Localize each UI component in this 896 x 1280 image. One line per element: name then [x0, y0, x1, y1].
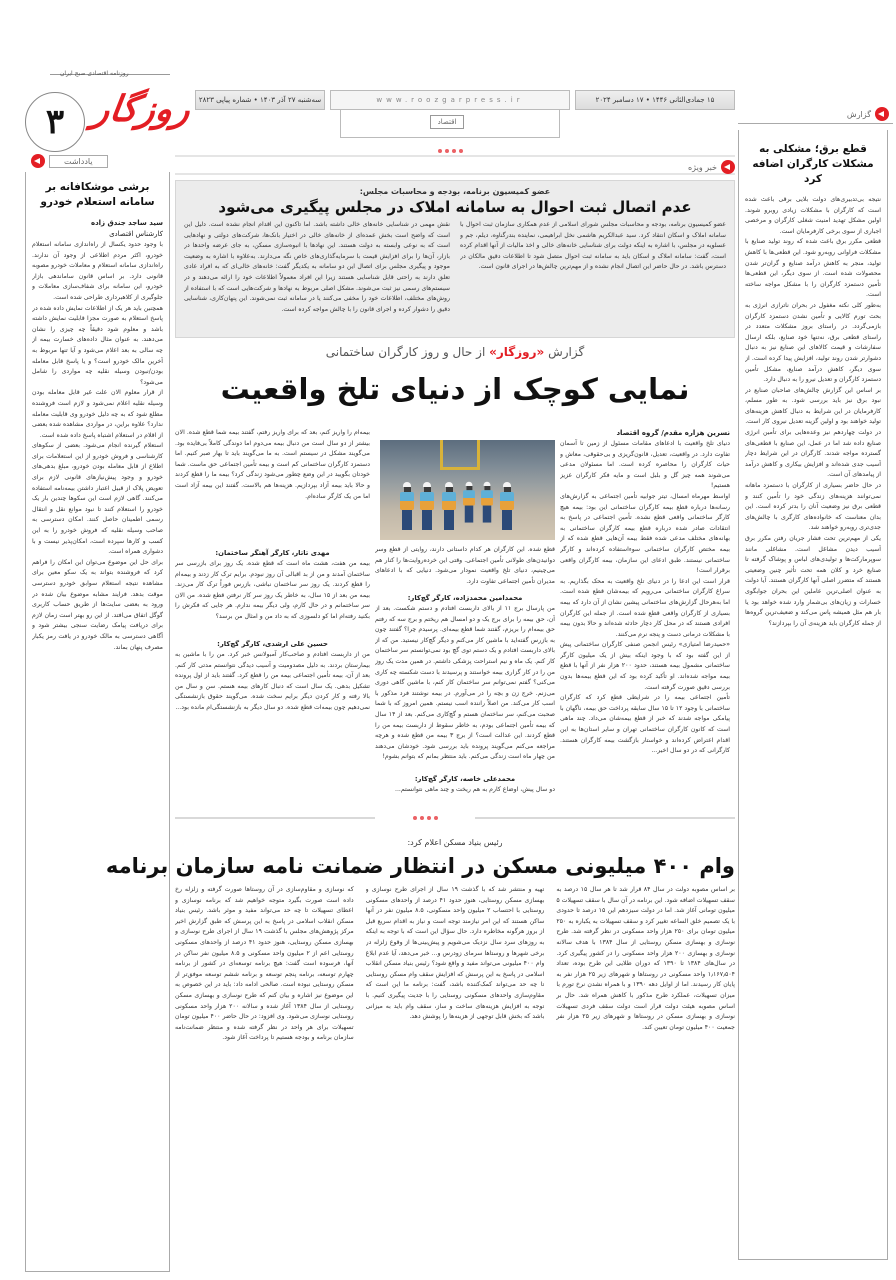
- main-article-col-center: [375, 588, 555, 797]
- author-role: کارشناس اقتصادی: [109, 230, 163, 238]
- paragraph: با وجود حدود یکسال از راه‌اندازی سامانه استعلام خودرو، اکثر مردم اطلاعی از وجود آن ندارند. راه‌اندازی سامانه استعلام و معاملات خودرو مصوبه قانونی دارد. بر اساس قانون ساماندهی بازار خودرو، این سامانه برای شفاف‌سازی معاملات و جلوگیری از کلاهبرداری طراحی شده است.: [32, 241, 163, 301]
- interview-text: بیمه من هفت، هشت ماه است که قطع شده. یک روز برای بازرسی سر ساختمان آمدند و من از بد اقبالی آن روز نبودم. برایم ترک کار زدند و بیمه‌ام را قطع کردند. یک روز سر ساختمان نباشی، بازرس فوراً ترک کار می‌زند. بیمه من بعد از ۱۵ سال، به خاطر یک روز سر کار نرفتن قطع شده. من الان سر ساختمانم و در حال کارم، ولی دیگر بیمه ندارم. هر جایی که فکرش را بکنید رفته‌ام اما کو دلسوزی که به داد من و امثال من برسد؟: [175, 560, 370, 620]
- paragraph: اواسط مهرماه امسال، تیتر جوابیه تأمین اجتماعی به گزارش‌های رسانه‌ها درباره قطع بیمه کارگران ساختمانی این بود: بیمه هیچ کارگر ساختمانی واقعی قطع نشده. تأمین اجتماعی در پاسخ به انتقادات صادر شده درباره قطع بیمه کارگران ساختمانی به بهانه‌های مختلف مدعی شده فقط بیمه آن‌هایی قطع شده که از بیمه مختص کارگران ساختمانی سوءاستفاده کرده‌اند و کارگر ساختمانی نیستند. طبق ادعای این سازمان، بیمه کارگران واقعی برقرار است!: [560, 492, 730, 575]
- paragraph: در دولت چهاردهم نیز وعده‌هایی برای تأمین انرژی صنایع داده شد اما در عمل، این صنایع با قطعی‌های گسترده مواجه شدند. کارگران در این شرایط دچار آسیب جدی شده‌اند و افزایش بیکاری و کاهش درآمد از پیامدهای آن است.: [745, 429, 881, 479]
- construction-workers-photo[interactable]: [380, 440, 555, 540]
- interview-text: بیمه‌ام را واریز کنم، بعد که برای واریز رفتم، گفتند بیمه شما قطع شده. الان بیشتر از دو سال است من دنبال بیمه می‌دوم اما دوندگی کاملاً بی‌فایده بود. می‌گویند مشکل در سیستم است. به ما می‌گویند باید تا بهار صبر کنیم. اما دستمزد کارگران ساختمانی کم است و بیمه تأمین اجتماعی حق ماست. شما خودتان بگویید در این وضع چطور می‌شود زندگی کرد؟ بیمه ما را قطع کردند و حالا باید بیمه آزاد بپردازیم. هزینه‌ها هم بالاست. گفتند این بیمه آزاد است اما من یک کارگر ساده‌ام.: [175, 429, 370, 500]
- note-body: [32, 240, 163, 1240]
- housing-body: [175, 885, 735, 1275]
- paragraph: در حال حاضر بسیاری از کارگران با دستمزد ماهانه نمی‌توانند هزینه‌های زندگی خود را تأمین کنند و قطعی برق نیز وضعیت آنان را بدتر کرده است. این بدان معناست که خانواده‌های کارگری با چالش‌های جدی‌تری روبه‌رو خواهند شد.: [745, 482, 881, 532]
- special-news-kicker: عضو کمیسیون برنامه، بودجه و محاسبات مجلس:: [359, 187, 551, 196]
- section-bullet-icon: [721, 160, 735, 174]
- date-info: ۱۵ جمادی‌الثانی ۱۴۴۶ • ۱۷ دسامبر ۲۰۲۴: [575, 90, 735, 110]
- newspaper-logo[interactable]: روزگار: [89, 89, 193, 130]
- main-article-headline[interactable]: نمایی کوچک از دنیای تلخ واقعیت: [220, 372, 690, 406]
- right-column-report: [738, 95, 893, 1280]
- ornament-dots: [405, 815, 445, 821]
- paragraph: تأمین اجتماعی بیمه را در شرایطی قطع کرد که کارگران ساختمانی با وجود ۱۲ تا ۱۵ سال سابقه پرداخت حق بیمه، ناگهان با پیامکی مواجه شدند که خبر از قطع بیمه‌شان می‌داد. چند ماهی است که کانون کارگران ساختمانی تهران و سایر استان‌ها به این اقدام اعتراض کرده‌اند و خواستار بازگشت بیمه کارگران هستند. کارگرانی که در دو سال اخیر...: [560, 694, 730, 755]
- divider: [738, 123, 893, 124]
- housing-col: که نوسازی و مقاوم‌سازی در آن روستاها صورت گرفته و زلزله رخ داده است صورت بگیرد متوجه خواهیم شد که برنامه نوسازی و اعطای تسهیلات تا چه حد می‌تواند مفید و موثر باشد. رئیس بنیاد مسکن انقلاب اسلامی در پاسخ به این پرسش که طبق گزارش اخیر مرکز پژوهش‌های مجلس با گذشت ۱۹ سال از اجرای طرح نوسازی و بهسازی مسکن روستایی، هنوز حدود ۴۱ درصد از واحدهای مسکونی روستایی اعم از ۲ میلیون واحد مسکونی و ۸.۵ میلیون نفر ساکن در آنها، فرسوده است گفت: هیچ برنامه توسعه‌ای در کشور از برنامه چهارم توسعه، برنامه پنجم توسعه و برنامه ششم توسعه موفق‌تر از مسکن روستایی نبوده است. صالحی ادامه داد: باید در این خصوص به این موضوع نیز اشاره و بیان کنم که طرح نوسازی و بهسازی مسکن روستایی از سال ۱۳۸۴ آغاز شده و سالانه ۲۰۰ هزار واحد مسکونی روستایی نوسازی می‌شود. وی افزود: در حال حاضر ۴۰۰ میلیون تومان تسهیلات برای هر واحد در نظر گرفته شده و منتظر ضمانت‌نامه سازمان برنامه و بودجه هستیم تا پرداخت آغاز شود.: [174, 886, 354, 1042]
- report-title: قطع برق؛ مشکلی به مشکلات کارگران اضافه کرد: [752, 143, 874, 185]
- paragraph: از قرار معلوم الان علت غیر قابل معامله بودن وسیله نقلیه اعلام نمی‌شود و لازم است فروشنده مطلع شود که به چه دلیل خودرو وی قابلیت معامله ندارد؟ علاوه براین، در مواردی مشاهده شده بعضی از اقلام در استعلام اشتباه پاسخ داده شده است.: [32, 389, 163, 439]
- main-article-kicker: [175, 345, 735, 359]
- ornament-dots: [430, 148, 470, 154]
- kicker-brand: «روزگار»: [489, 345, 545, 359]
- section-bullet-icon: [875, 107, 889, 121]
- report-body: [745, 195, 881, 1275]
- housing-headline[interactable]: وام ۴۰۰ میلیونی مسکن در انتظار ضمانت نامه سازمان برنامه: [105, 854, 735, 878]
- paragraph: قرار است این ادعا را در دنیای تلخ واقعیت به محک بگذاریم. به سراغ کارگران ساختمانی می‌رویم که بیمه‌شان قطع شده است. اما به‌هرحال گزارش‌های ساختمانی پیشین نشان از آن دارد که بیمه بسیاری از کارگران واقعی قطع شده است. از جمله این کارگران افرادی هستند که در محل کار دچار حادثه شده‌اند و حالا بدون بیمه با مشکلات درمانی دست و پنجه نرم می‌کنند.: [560, 577, 730, 638]
- paragraph: استعلام گیرنده انجام می‌شود. بعضی از سکوهای کارشناسی و فروش خودرو از این استعلامات برای اطلاع از قابل معامله بودن خودرو، مبلغ بدهی‌های خودرو و وجود پیش‌نیازهای قانونی لازم برای تعویض پلاک از قبیل اعتبار داشتن بیمه‌نامه استفاده می‌کنند. گاهی لازم است این سکوها چندین بار یک خودرو را استعلام کنند تا نبود موانع نقل و انتقال رسمی اطمینان حاصل کنند. امکان دسترسی به صاحب وسیله نقلیه که فروش خودرو را به این کسب و کارها سپرده است، امکان‌پذیر نیست و با دشواری همراه است.: [32, 442, 163, 556]
- kicker-text: از حال و روز کارگران ساختمانی: [325, 345, 490, 359]
- paragraph: قطعی مکرر برق باعث شده که روند تولید صنایع با مشکلات فراوانی روبه‌رو شود. این قطعی‌ها با کاهش تولید، منجر به کاهش درآمد صنایع و گران‌تر شدن محصولات شده است. از سوی دیگر، این قطعی‌ها تأمین دستمزد کارگران را با مشکل مواجه ساخته است.: [745, 238, 881, 299]
- section-tag: [31, 152, 108, 170]
- note-title: برشی موشکافانه بر سامانه استعلام خودرو: [40, 181, 155, 208]
- issue-info: سه‌شنبه ۲۷ آذر ۱۴۰۳ • شماره پیاپی ۲۸۲۳: [195, 90, 325, 110]
- interviewee-name: مهدی تاتار، کارگر آهنگر ساختمان:: [215, 549, 330, 557]
- interview-text: من پارسال برج ۱۱ از بالای داربست افتادم و دستم شکست. بعد از آن، حق بیمه را برای برج یک و دو امسال هم ریختم و برج سه که رفتم حق بیمه‌ام را بریزم، گفتند شما قطع بیمه‌ای. پرسیدم چرا؟ گفتند چون به بازرس گفته‌اید با ماشین کار می‌کنم و دیگر گچ‌کار نیستید. من که از بالای داربست افتادم و یک دستم توی گچ بود نمی‌توانستم سر ساختمان کار کنم. یک ماه و نیم استراحت پزشکی داشتم. در همین مدت یک روز من را در کار گزاری بیمه خواستند و پرسیدند با دست شکسته چه کاری می‌کنی؟ گفتم نمی‌توانم سر ساختمان کار کنم، با ماشین گاهی دوری می‌زنم. خرج زن و بچه را در می‌آورم. در بیمه نوشتند فرد مذکور با اسب کار می‌کند. من اصلاً راننده اسب نیستم. همین امروز که با شما صحبت می‌کنم، سر ساختمان هستم و گچ‌کاری می‌کنم. بعد از ۱۴ سال که بیمه تأمین اجتماعی بودم، به خاطر سقوط از داربست بیمه من را قطع کردند. این عدالت است؟ از برج ۳ بیمه من قطع شده و هرچه مراجعه می‌کنم می‌گویند پرونده باید بررسی شود. خودشان می‌دهند من چهار ماه است زندگی می‌کنم. باید منتظر بمانم که بتوانم بشوم!: [375, 605, 555, 761]
- paragraph: بر اساس این گزارش چالش‌های صاحبان صنایع در نبود برق نیز باید بررسی شود. به طور مسلم، کارفرمایان در این شرایط به دنبال کاهش هزینه‌های تولید خواهند بود و اولین گزینه تعدیل نیروی کار است.: [745, 386, 881, 426]
- main-article-col-left: [175, 428, 370, 770]
- kicker-text: گزارش: [544, 345, 585, 359]
- author-name: سید ساجد جندق زاده: [90, 219, 163, 227]
- page-number: ۳: [25, 92, 85, 152]
- section-tag-label: گزارش: [846, 109, 871, 119]
- housing-col: بر اساس مصوبه دولت در سال ۸۴ قرار شد تا هر سال ۱۵ درصد به سقف تسهیلات اضافه شود. این برنامه در آن سال با سقف تسهیلات ۵ میلیون تومانی آغاز شد. اما در دولت سیزدهم این ۱۵ درصد تا حدودی با یک تصمیم خلق الساعه تغییر کرد و سقف تسهیلات به یکباره به ۲۵۰ میلیون تومان برای ۲۵۰ هزار واحد مسکونی در نظر گرفته شد. طرح نوسازی و بهسازی مسکن روستایی از سال ۱۳۸۴ با هدف سالانه نوسازی و بهسازی ۲۰۰ هزار واحد مسکونی را در کشور پیگیری کرد. در سال‌های ۱۳۸۴ تا ۱۳۹۰ که دوران طلایی این طرح بوده، تعداد ۱٫۱۶۷٫۵۰۴ واحد مسکونی در روستاها و شهرهای زیر ۲۵ هزار نفر به پایان کار رسیدند. اما از اوایل دهه ۱۳۹۰ و با همراه نشدن نرخ تورم با میزان تسهیلات، عملکرد طرح مذکور با کاهش همراه شد. حال بر اساس مصوبه هیئت دولت قرار است دولت سقف فردی تسهیلات نوسازی و بهسازی مسکن در روستاها و شهرهای زیر ۲۵ هزار نفر جمعیت ۴۰۰ میلیون تومان تعیین کند.: [556, 886, 735, 1031]
- paragraph: یکی از مهم‌ترین تحت فشار جریان رفتن مکرر برق آسیب دیدن مشاغل است. مشاغلی مانند سوپرمارکت‌ها و تولیدی‌های لباس و پوشاک گرفته تا صنایع خرد و کلان همه تحت تأثیر چنین وضعیتی هستند که متضرر اصلی آنها کارگران هستند. آیا دولت به عنوان اصلی‌ترین عاملین این بحران جوابگوی خسارات و زیان‌های بی‌شمار وارد شده خواهد بود یا بار هم مثل همیشه پاس می‌کند و ضعیف‌ترین گروه‌ها از جمله کارگران باید هزینه‌ی آن را بپردازند؟: [745, 535, 881, 627]
- crane-shape: [440, 440, 480, 470]
- left-column-note: [25, 150, 170, 1270]
- section-bullet-icon: [31, 154, 45, 168]
- photo-caption: قطع شده. این کارگران هر کدام داستانی دارند، روایتی از قطع وسر دوانیدن‌های طولانی تأمین اجتماعی. وقتی این خرده‌روایت‌ها را کنار هم می‌چینیم، دنیای تلخ واقعیت نمودار می‌شود. دنیایی که با ادعاهای مدیران تأمین اجتماعی تفاوت دارد.: [375, 546, 555, 585]
- housing-col: تهیه و منتشر شد که با گذشت ۱۹ سال از اجرای طرح نوسازی و بهسازی مسکن روستایی، هنوز حدود ۴۱ درصد از واحدهای مسکونی روستایی با احتساب ۲ میلیون واحد مسکونی، ۸.۵ میلیون نفر در آنها ساکن هستند که این امر نیازمند توجه است و نیاز به اقدام سریع قبل از بروز هرگونه مخاطره دارد. حال سؤال این است که با توجه به اینکه به روزهای سرد سال نزدیک می‌شویم و پیش‌بینی‌ها از وقوع زلزله در برخی شهرها و روستاها سرمای زودرس و... خبر می‌دهد، آیا عدم ابلاغ وام ۴۰۰ میلیونی می‌تواند مفید و واقع شود؟ رئیس بنیاد مسکن انقلاب اسلامی در پاسخ به این پرسش که افزایش سقف وام مسکن روستایی تا چه حد می‌تواند کمک‌کننده باشد، گفت: برنامه ما این است که مقاوم‌سازی واحدهای مسکونی روستایی را با جدیت پیگیری کنیم. با توجه به افزایش هزینه‌های ساخت و ساز، سقف وام باید به میزانی باشد که بخش قابل توجهی از هزینه‌ها را پوشش دهد.: [365, 886, 545, 1021]
- paragraph: برای حل این موضوع می‌توان این امکان را فراهم کرد که فروشنده بتواند به یک سکو معین برای مشاهده نتیجه استعلام سوابق خودرو دسترسی موقت بدهد. فرایند مشابه موضوع بیان شده در ورود به بعضی سایت‌ها از طریق حساب کاربری گوگل اتفاق می‌افتد. از این رو بهتر است زمان لازم برای دریافت پیامک رضایت سنجی بیشتر شود و آگاهی دسترسی به مالک خودرو در یافت رمز یکبار مصرف پنهان بماند.: [32, 558, 163, 651]
- interviewee-name: محمدامین محمدزاده، کارگر گچ‌کار:: [407, 594, 523, 602]
- interview-text: دو سال پیش، اوضاع کارم به هم ریخت و چند ماهی نتوانستم...: [395, 786, 555, 793]
- tagline: روزنامه اقتصادی صبح ایران: [60, 70, 129, 77]
- note-box: [25, 172, 170, 1272]
- section-tag: [688, 158, 735, 176]
- interviewee-name: حسین علی ارشدی، کارگر گچ‌کار:: [217, 640, 328, 648]
- divider: [175, 817, 375, 819]
- website-link[interactable]: www.roozgarpress.ir: [330, 90, 570, 110]
- paragraph: نتیجه بی‌تدبیری‌های دولت بلایی برقی باعث شده است که کارگران با مشکلات زیادی روبرو شوند. اولین مشکل تهدید امنیت شغلی کارگران و مرخصی اجباری از سوی برخی کارفرمایان است.: [745, 196, 881, 235]
- housing-kicker: رئیس بنیاد مسکن اعلام کرد:: [407, 838, 503, 847]
- interviewee-name: محمدعلی خاصه، کارگر گچ‌کار:: [414, 775, 516, 783]
- section-tag-label: یادداشت: [49, 155, 108, 168]
- section-tag-label: خبر ویژه: [687, 162, 717, 172]
- divider: [475, 817, 735, 819]
- interview-text: من از داربست افتادم و صاحب‌کار آمبولانس خبر کرد. من را با ماشین به بیمارستان بردند. به دلیل مصدومیت و آسیب دیدگی نتوانستم مدتی کار کنم. بعد از آن، بیمه تأمین اجتماعی بیمه من را قطع کرد. گفتند باید از اول پرونده تشکیل بدهی. یک سال است که دنبال کارهای بیمه هستم. سن و سال من بالا رفته و کار کردن دیگر برایم سخت شده. می‌گویند حقوق بازنشستگی نمی‌دهیم چون بیمه‌ات قطع شده. دو سال دیگر به بازنشستگی‌ام مانده بود...: [175, 651, 370, 711]
- special-news-col: نقش مهمی در شناسایی خانه‌های خالی داشته باشد. اما تاکنون این اقدام انجام نشده است. دلیل این است که واضح است بخش عمده‌ای از خانه‌های خالی در اختیار بانک‌ها، شرکت‌های دولتی و نهادهایی است که به نوعی وابسته به دولت هستند. این نهادها با انبوه‌سازی مسکن، به جای عرضه واحدها در بازار، آن‌ها را برای افزایش قیمت با سرمایه‌گذاری‌های خاص نگه می‌دارند. به‌علاوه با اشاره به وضعیت موجود و پیگیری مجلس برای اتصال این دو سامانه به یکدیگر گفت: خانه‌های خالی‌ای که به افراد عادی تعلق دارند به راحتی قابل شناسایی هستند زیرا این افراد معمولاً اطلاعات خود را ارائه می‌دهند و در سیستم‌های رسمی نیز ثبت می‌شوند. مشکل اصلی مربوط به نهادها و شرکت‌هایی است که با استفاده از روش‌های مختلف، اطلاعات خود را مخفی می‌کنند یا در سامانه ثبت نمی‌شوند. این پنهان‌کاری، شناسایی دقیق را دشوار کرده و اجرای قانون را با چالش مواجه کرده است.: [184, 221, 450, 313]
- special-news-col: عضو کمیسیون برنامه، بودجه و محاسبات مجلس شورای اسلامی از عدم همکاری سازمان ثبت احوال با سامانه املاک و اسکان انتقاد کرد. سید عبدالکریم هاشمی نخل ابراهیمی، نماینده بندرگناوه، دیلم، جم و عسلویه در مجلس، با اشاره به اینکه دولت برای شناسایی خانه‌های خالی و اخذ مالیات از آنها اقدام کرده است، گفت: سامانه املاک و اسکان باید به سامانه ثبت احوال متصل شود تا اطلاعات دقیق مالکان در دسترس باشد. در حال حاضر این اتصال انجام نشده و از مهم‌ترین چالش‌ها در اجرای قانون است.: [460, 221, 726, 271]
- section-tag: [847, 105, 889, 123]
- paragraph: به‌طور کلی نکته مغفول در بحران ناترازی انرژی به بحث تورم کالایی و تأمین نشدن دستمزد کارگران بازمی‌گردد. در راستای بروز مشکلات متعدد در راستای قطعی برق، نه‌تنها خود صنایع، بلکه ارسال سفارشات و قیمت کالاهای این صنایع نیز به دنبال دشوارتر شدن روند تولید، افزایش پیدا کرده است. از سوی دیگر، کاهش درآمد صنایع، مشکل تأمین دستمزد کارگران و تعدیل نیرو را به دنبال دارد.: [745, 301, 881, 384]
- main-article-col-right: [560, 428, 730, 789]
- special-news-box: [175, 180, 735, 338]
- paragraph: دنیای تلخ واقعیت با ادعاهای مقامات مسئول از زمین تا آسمان تفاوت دارد. در واقعیت، تعدیل، قانون‌گریزی و بی‌حقوقی، معاش و حیات کارگران را محاصره کرده است. اما مسئولان مدعی می‌شوند همه چیز گل و بلبل است و مایه فکر کارگران عزیز هستیم!: [560, 440, 730, 490]
- special-news-bar: [175, 155, 735, 175]
- report-box: [738, 130, 888, 1260]
- section-label: اقتصاد: [430, 115, 464, 129]
- byline: نسرین هزاره مقدم/ گروه اقتصاد: [616, 429, 730, 437]
- special-news-headline[interactable]: عدم اتصال ثبت احوال به سامانه املاک در مجلس پیگیری می‌شود: [218, 198, 692, 216]
- paragraph: همچنین باید هر یک از اطلاعات نمایش داده شده در پاسخ استعلام به صورت مجزا قابلیت نمایش داشته باشد و معلوم شود دقیقاً چه چیزی را نشان می‌دهند. به عنوان مثال داده‌های خسارت بیمه از چه سالی به بعد اعلام می‌شود و آیا تنها مربوط به آخرین مالک خودرو است؟ و یا پاسخ قابل معامله بودن/نبودن وسیله نقلیه چه مواردی را شامل می‌شود؟: [32, 304, 163, 386]
- paragraph: «حمیدرضا امتیازی» رئیس انجمن صنفی کارگران ساختمانی پیش از این گفته بود که با وجود اینکه بیش از یک میلیون کارگر ساختمانی مشمول بیمه هستند، حدود ۲۰۰ هزار نفر از آنها با قطع بیمه مواجه شده‌اند. او تأکید کرده بود که این قطع بیمه‌ها بدون بررسی دقیق صورت گرفته است.: [560, 641, 730, 691]
